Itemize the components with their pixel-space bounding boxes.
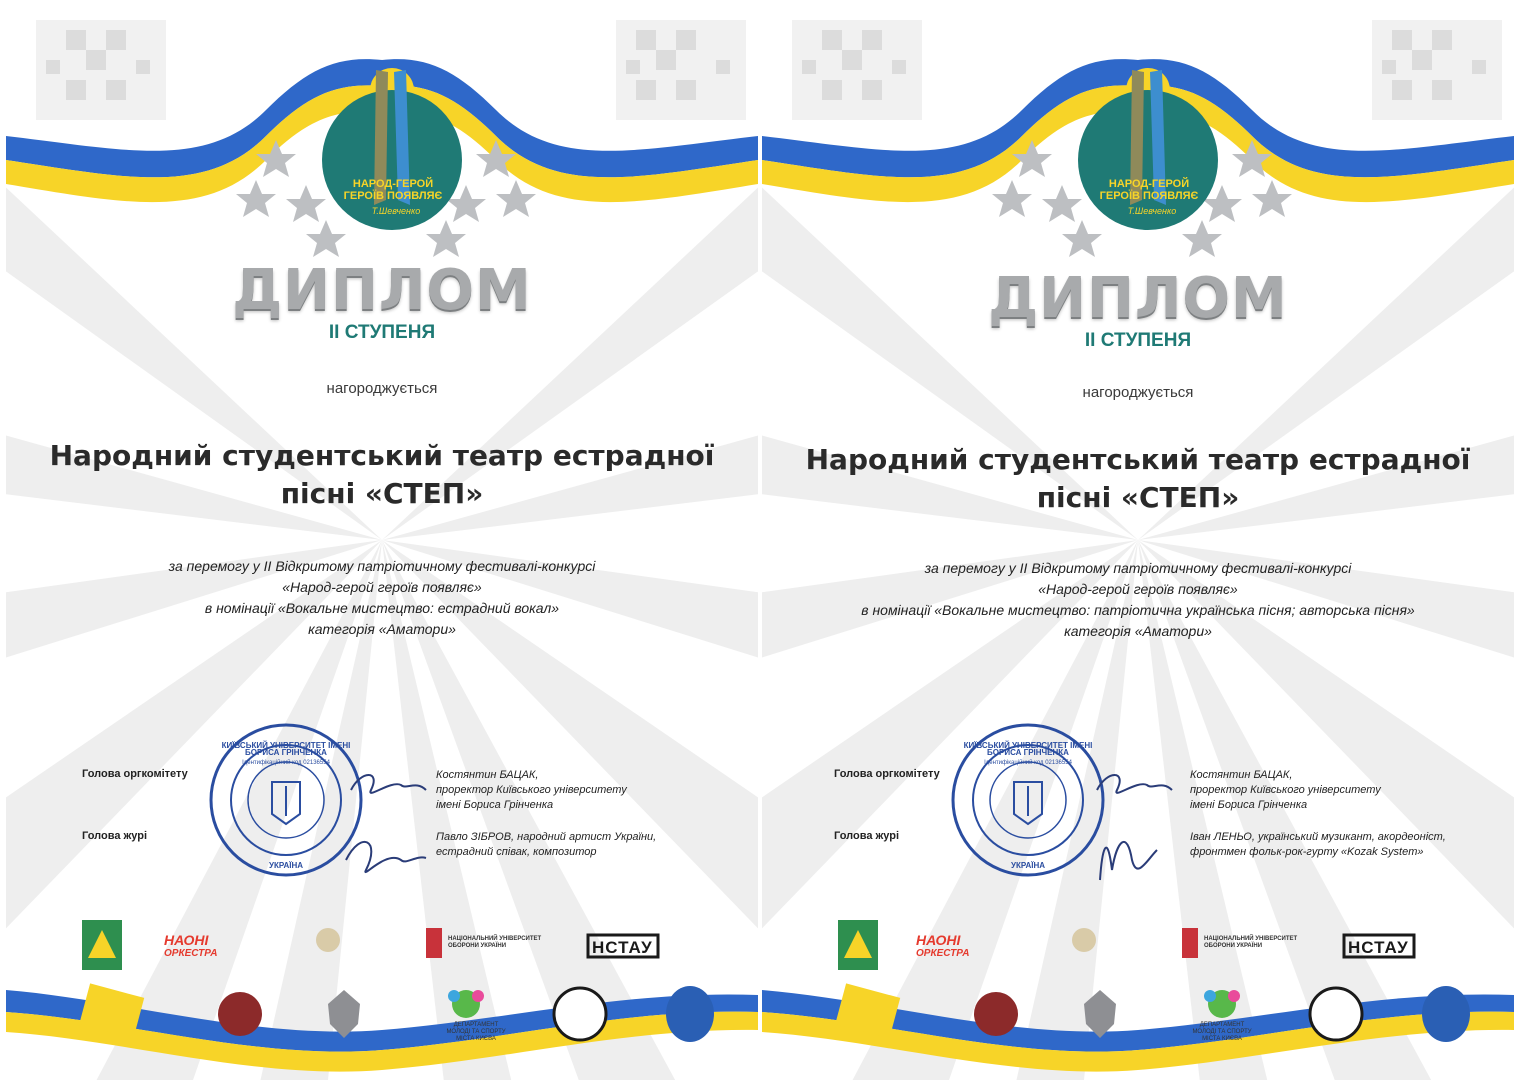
- diploma-2: [762, 0, 1514, 1080]
- reason-line-4: категорія «Аматори»: [308, 621, 456, 637]
- youth-department-line-2: МОЛОДІ ТА СПОРТУ: [1192, 1029, 1252, 1035]
- org-head-label: Голова оргкомітету: [82, 768, 188, 780]
- defense-university-line-1: НАЦІОНАЛЬНИЙ УНІВЕРСИТЕТ: [448, 936, 542, 942]
- ornament-top-right: [1372, 20, 1502, 120]
- award-reason: [6, 556, 758, 640]
- naoni-logo: [916, 934, 969, 960]
- recipient-line-2: пісні «СТЕП»: [1036, 481, 1240, 514]
- org-head-role-1: проректор Київського університету: [436, 784, 627, 796]
- jury-head-label: Голова журі: [82, 830, 148, 842]
- diploma-title: ДИПЛОМ: [988, 266, 1288, 331]
- decorative-background: [6, 0, 758, 1080]
- org-head-signatory: [436, 768, 736, 813]
- defense-university-logo: [448, 936, 541, 950]
- awarded-text: нагороджується: [1082, 384, 1194, 401]
- emblem-signature: Т.Шевченко: [371, 206, 421, 216]
- org-head-signatory: [1190, 768, 1490, 813]
- reason-line-2: «Народ-герой героїв появляє»: [1038, 581, 1238, 597]
- stamp-bottom-text: УКРАЇНА: [268, 861, 304, 870]
- youth-department-logo: [1192, 1022, 1252, 1043]
- diploma-degree: ІІ СТУПЕНЯ: [328, 322, 436, 343]
- reason-line-3: в номінації «Вокальне мистецтво: патріотична українська пісня; авторська пісня»: [861, 602, 1415, 618]
- recipient-line-2: пісні «СТЕП»: [280, 477, 484, 510]
- naoni-logo: [164, 934, 217, 960]
- emblem-signature: Т.Шевченко: [1127, 206, 1177, 216]
- jury-head-role: фронтмен фольк-рок-гурту «Kozak System»: [1190, 846, 1424, 858]
- emblem-title: НАРОД-ГЕРОЙ ГЕРОЇВ ПОЯВЛЯЄ: [343, 178, 443, 202]
- ornament-top-right: [616, 20, 746, 120]
- nstau-logo: НСТАУ: [592, 938, 653, 957]
- youth-department-line-1: ДЕПАРТАМЕНТ: [453, 1022, 499, 1028]
- stamp-outer-text: КИЇВСЬКИЙ УНІВЕРСИТЕТ ІМЕНІ БОРИСА ГРІНЧЕНКА: [963, 741, 1093, 757]
- jury-head-label: Голова журі: [834, 830, 900, 842]
- award-reason: [762, 558, 1514, 642]
- recipient-name: [762, 441, 1514, 517]
- jury-head-name: Іван ЛЕНЬО, український музикант, акордеоніст,: [1190, 831, 1446, 843]
- recipient-line-1: Народний студентський театр естрадної: [805, 443, 1471, 476]
- org-head-role-2: імені Бориса Грінченка: [436, 799, 554, 811]
- org-head-label: Голова оргкомітету: [834, 768, 940, 780]
- diploma-1: [6, 0, 758, 1080]
- org-head-role-1: проректор Київського університету: [1190, 784, 1381, 796]
- decorative-background: [762, 0, 1514, 1080]
- defense-university-line-2: ОБОРОНИ УКРАЇНИ: [448, 943, 507, 949]
- org-head-name: Костянтин БАЦАК,: [1190, 769, 1293, 781]
- reason-line-1: за перемогу у ІІ Відкритому патріотичному фестивалі-конкурсі: [924, 560, 1352, 576]
- ornament-top-left: [36, 20, 166, 120]
- stamp-inner-text: Ідентифікаційний код 02136554: [242, 760, 330, 766]
- recipient-line-1: Народний студентський театр естрадної: [49, 439, 715, 472]
- recipient-name: [6, 437, 758, 513]
- nstau-logo: НСТАУ: [1348, 938, 1409, 957]
- jury-head-signatory: [436, 830, 736, 860]
- org-head-role-2: імені Бориса Грінченка: [1190, 799, 1308, 811]
- youth-department-line-3: МІСТА КИЄВА: [1202, 1036, 1242, 1042]
- awarded-text: нагороджується: [326, 380, 438, 397]
- diploma-degree: ІІ СТУПЕНЯ: [1084, 330, 1192, 351]
- diploma-title: ДИПЛОМ: [232, 258, 532, 323]
- reason-line-1: за перемогу у ІІ Відкритому патріотичному фестивалі-конкурсі: [168, 558, 596, 574]
- reason-line-4: категорія «Аматори»: [1064, 623, 1212, 639]
- youth-department-line-3: МІСТА КИЄВА: [456, 1036, 496, 1042]
- naoni-logo-line-2: ОРКЕСТРА: [916, 948, 970, 959]
- naoni-logo-line-1: НАОНІ: [916, 932, 961, 948]
- naoni-logo-line-1: НАОНІ: [164, 932, 209, 948]
- youth-department-line-1: ДЕПАРТАМЕНТ: [1199, 1022, 1245, 1028]
- stamp-outer-text: КИЇВСЬКИЙ УНІВЕРСИТЕТ ІМЕНІ БОРИСА ГРІНЧЕНКА: [221, 741, 351, 757]
- jury-head-name: Павло ЗІБРОВ, народний артист України,: [436, 831, 657, 843]
- youth-department-line-2: МОЛОДІ ТА СПОРТУ: [446, 1029, 506, 1035]
- defense-university-logo: [1204, 936, 1297, 950]
- emblem-title: НАРОД-ГЕРОЙ ГЕРОЇВ ПОЯВЛЯЄ: [1099, 178, 1199, 202]
- jury-head-role: естрадний співак, композитор: [436, 846, 597, 858]
- reason-line-2: «Народ-герой героїв появляє»: [282, 579, 482, 595]
- youth-department-logo: [446, 1022, 506, 1043]
- defense-university-line-2: ОБОРОНИ УКРАЇНИ: [1204, 943, 1263, 949]
- stamp-inner-text: Ідентифікаційний код 02136554: [984, 760, 1072, 766]
- naoni-logo-line-2: ОРКЕСТРА: [164, 948, 218, 959]
- defense-university-line-1: НАЦІОНАЛЬНИЙ УНІВЕРСИТЕТ: [1204, 936, 1298, 942]
- org-head-name: Костянтин БАЦАК,: [436, 769, 539, 781]
- reason-line-3: в номінації «Вокальне мистецтво: естрадний вокал»: [204, 600, 560, 616]
- ornament-top-left: [792, 20, 922, 120]
- stamp-bottom-text: УКРАЇНА: [1010, 861, 1046, 870]
- jury-head-signatory: [1190, 830, 1490, 860]
